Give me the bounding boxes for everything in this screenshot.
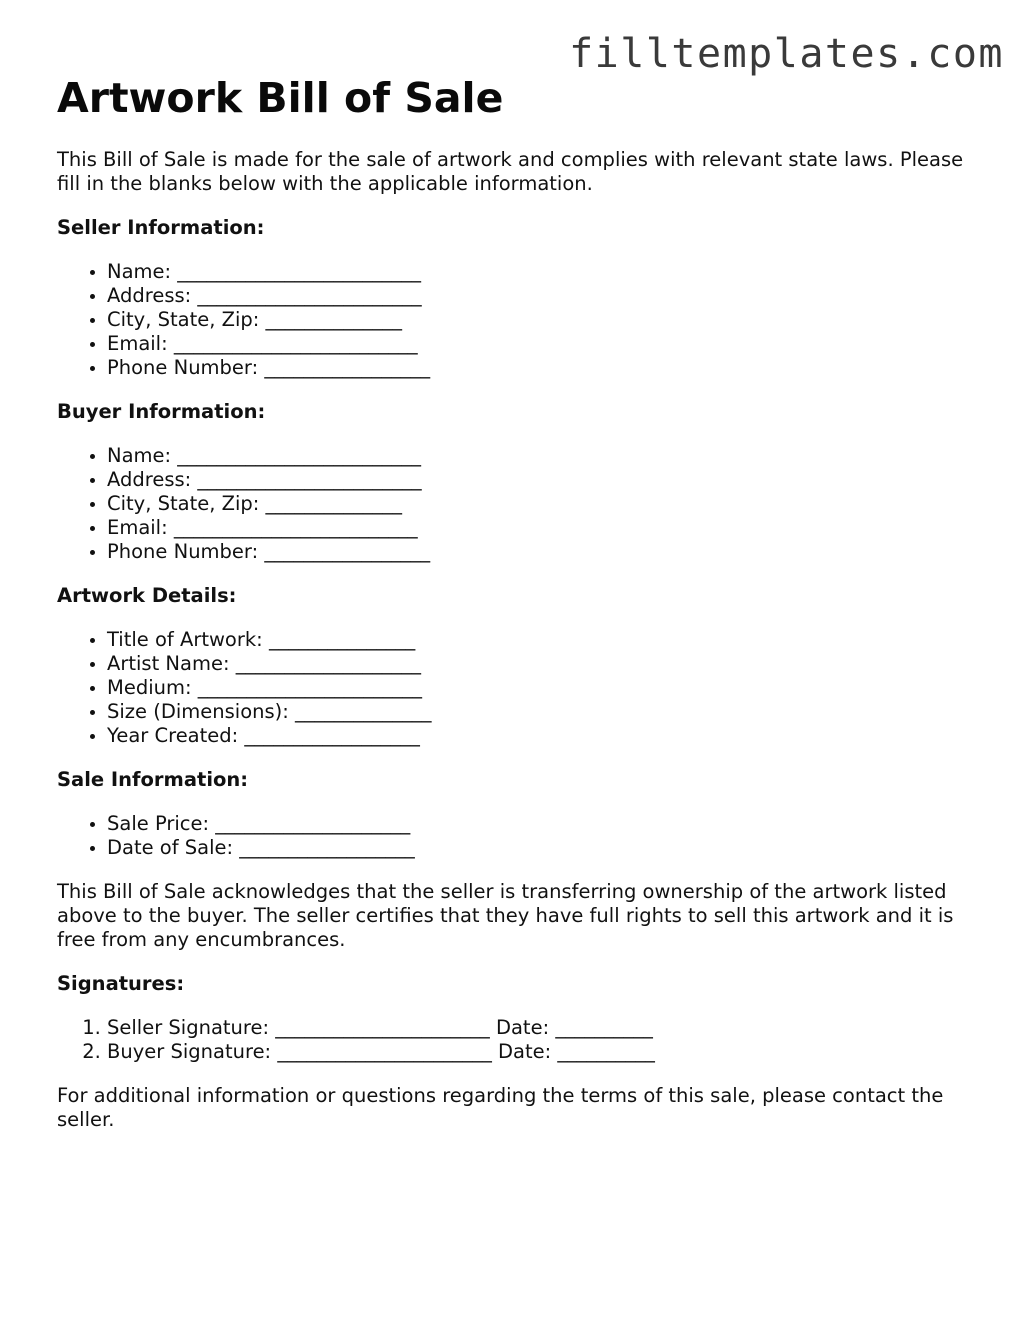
seller-city-state-zip-field: • City, State, Zip: ______________ [107, 308, 987, 332]
seller-name-field: • Name: _________________________ [107, 260, 987, 284]
sale-price-field: • Sale Price: ____________________ [107, 812, 987, 836]
buyer-address-field: • Address: _______________________ [107, 468, 987, 492]
watermark-text: filltemplates.com [569, 31, 1004, 77]
signatures-list [57, 1016, 987, 1064]
seller-heading: Seller Information: [57, 216, 265, 239]
seller-signature-line: 1. Seller Signature: ______________________ Date: __________ [107, 1016, 987, 1040]
buyer-city-state-zip-field: • City, State, Zip: ______________ [107, 492, 987, 516]
buyer-heading: Buyer Information: [57, 400, 266, 423]
sale-heading: Sale Information: [57, 768, 249, 791]
closing-paragraph: For additional information or questions regarding the terms of this sale, please contact the seller. [57, 1084, 944, 1131]
buyer-signature-line: 2. Buyer Signature: ______________________ Date: __________ [107, 1040, 987, 1064]
document-body [57, 73, 987, 1152]
artwork-details-list [57, 628, 987, 748]
document-title: Artwork Bill of Sale [57, 74, 504, 122]
seller-address-field: • Address: _______________________ [107, 284, 987, 308]
year-created-field: • Year Created: __________________ [107, 724, 987, 748]
date-of-sale-field: • Date of Sale: __________________ [107, 836, 987, 860]
buyer-name-field: • Name: _________________________ [107, 444, 987, 468]
intro-paragraph: This Bill of Sale is made for the sale of artwork and complies with relevant state laws. Please fill in the blanks below with the applicable information. [57, 148, 964, 195]
seller-info-list [57, 260, 987, 380]
artwork-heading: Artwork Details: [57, 584, 237, 607]
buyer-email-field: • Email: _________________________ [107, 516, 987, 540]
signatures-heading: Signatures: [57, 972, 185, 995]
buyer-phone-field: • Phone Number: _________________ [107, 540, 987, 564]
seller-phone-field: • Phone Number: _________________ [107, 356, 987, 380]
artwork-title-field: • Title of Artwork: _______________ [107, 628, 987, 652]
sale-info-list [57, 812, 987, 860]
seller-email-field: • Email: _________________________ [107, 332, 987, 356]
size-dimensions-field: • Size (Dimensions): ______________ [107, 700, 987, 724]
acknowledgement-paragraph: This Bill of Sale acknowledges that the seller is transferring ownership of the artwork listed above to the buyer. The seller certifies that they have full rights to sell this artwork and it is free from any encumbrances. [57, 880, 954, 951]
artist-name-field: • Artist Name: ___________________ [107, 652, 987, 676]
buyer-info-list [57, 444, 987, 564]
medium-field: • Medium: _______________________ [107, 676, 987, 700]
